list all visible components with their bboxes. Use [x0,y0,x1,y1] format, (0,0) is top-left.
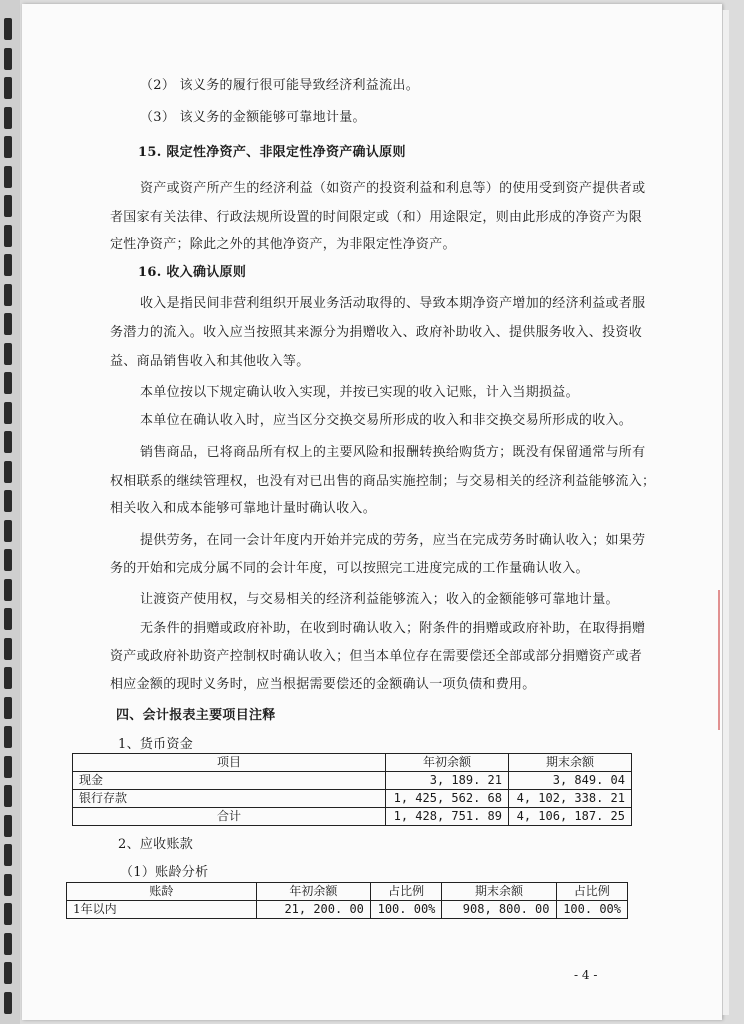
aging-table [66,882,628,919]
binder-ring [4,490,12,512]
s16-p7-line-2: 资产或政府补助资产控制权时确认收入；但当本单位存在需要偿还全部或部分捐赠资产或者 [110,649,643,664]
s16-p2: 本单位按以下规定确认收入实现，并按已实现的收入记账，计入当期损益。 [140,385,579,400]
row-aging: 1年以内 [67,901,257,919]
binder-ring [4,756,12,778]
header-aging: 账龄 [67,883,257,901]
header-closing: 期末余额 [442,883,556,901]
s16-p1-line-1: 收入是指民间非营利组织开展业务活动取得的、导致本期净资产增加的经济利益或者服 [140,296,646,311]
header-opening: 年初余额 [256,883,370,901]
binder-ring [4,343,12,365]
header-ratio-closing: 占比例 [556,883,628,901]
binder-ring [4,18,12,40]
binder-ring [4,667,12,689]
binder-ring [4,225,12,247]
s16-p4-line-3: 相关收入和成本能够可靠地计量时确认收入。 [110,501,377,516]
binder-ring [4,697,12,719]
binder-ring [4,520,12,542]
section-16-title: 16. 收入确认原则 [138,265,247,280]
row-label: 现金 [73,772,386,790]
table-header-row [73,754,632,772]
s16-p1-line-2: 务潜力的流入。收入应当按照其来源分为捐赠收入、政府补助收入、提供服务收入、投资收 [110,325,643,340]
row-closing: 4, 102, 338. 21 [509,790,632,808]
binder-ring [4,933,12,955]
s16-p7-line-3: 相应金额的现时义务时，应当根据需要偿还的金额确认一项负债和费用。 [110,677,536,692]
binder-ring [4,48,12,70]
binder-ring [4,579,12,601]
binder-ring [4,874,12,896]
s16-p6: 让渡资产使用权，与交易相关的经济利益能够流入；收入的金额能够可靠地计量。 [140,592,619,607]
table-row [67,901,628,919]
s15-line-2: 者国家有关法律、行政法规所设置的时间限定或（和）用途限定，则由此形成的净资产为限 [110,210,643,225]
binder-ring [4,815,12,837]
cash-title: 1、货币资金 [118,737,194,752]
header-item: 项目 [73,754,386,772]
binder-ring [4,992,12,1014]
binder-ring [4,166,12,188]
item-3: （3） 该义务的金额能够可靠地计量。 [140,110,366,125]
row-opening: 21, 200. 00 [256,901,370,919]
table-row [73,772,632,790]
binder-ring [4,608,12,630]
s16-p1-line-3: 益、商品销售收入和其他收入等。 [110,354,310,369]
s16-p5-line-1: 提供劳务，在同一会计年度内开始并完成的劳务，应当在完成劳务时确认收入；如果劳 [140,533,646,548]
row-opening: 1, 425, 562. 68 [386,790,509,808]
s16-p7-line-1: 无条件的捐赠或政府补助，在收到时确认收入；附条件的捐赠或政府补助，在取得捐赠 [140,621,646,636]
binder-ring [4,254,12,276]
binder-ring [4,461,12,483]
row-ratio-opening: 100. 00% [370,901,441,919]
binder-ring [4,313,12,335]
header-ratio-opening: 占比例 [370,883,441,901]
binder-ring [4,844,12,866]
total-closing: 4, 106, 187. 25 [509,808,632,826]
binder-ring [4,431,12,453]
section-15-title: 15. 限定性净资产、非限定性净资产确认原则 [138,145,406,160]
page-edge [722,10,729,1015]
binder-ring [4,77,12,99]
binder-ring [4,785,12,807]
row-label: 银行存款 [73,790,386,808]
s16-p4-line-1: 销售商品，已将商品所有权上的主要风险和报酬转换给购货方；既没有保留通常与所有 [140,445,646,460]
binder-ring [4,136,12,158]
page-number: - 4 - [574,968,598,982]
s15-line-3: 定性净资产；除此之外的其他净资产，为非限定性净资产。 [110,237,456,252]
item-2: （2） 该义务的履行很可能导致经济利益流出。 [140,78,420,93]
row-opening: 3, 189. 21 [386,772,509,790]
table-row [73,790,632,808]
binder-ring [4,402,12,424]
red-seal-mark [690,590,720,730]
s16-p4-line-2: 权相联系的继续管理权，也没有对已出售的商品实施控制；与交易相关的经济利益能够流入； [110,474,656,489]
header-opening: 年初余额 [386,754,509,772]
total-label: 合计 [73,808,386,826]
binder-ring [4,284,12,306]
table-header-row [67,883,628,901]
cash-table [72,753,632,826]
table-total-row [73,808,632,826]
binder-ring [4,962,12,984]
s16-p5-line-2: 务的开始和完成分属不同的会计年度，可以按照完工进度完成的工作量确认收入。 [110,561,589,576]
binder-ring [4,195,12,217]
row-closing: 908, 800. 00 [442,901,556,919]
s16-p3: 本单位在确认收入时，应当区分交换交易所形成的收入和非交换交易所形成的收入。 [140,413,633,428]
binder-ring [4,107,12,129]
binder-ring [4,372,12,394]
s15-line-1: 资产或资产所产生的经济利益（如资产的投资利益和利息等）的使用受到资产提供者或 [140,181,646,196]
row-ratio-closing: 100. 00% [556,901,628,919]
section-4-title: 四、会计报表主要项目注释 [116,708,276,723]
aging-subtitle: （1）账龄分析 [120,865,209,880]
binder-ring [4,549,12,571]
row-closing: 3, 849. 04 [509,772,632,790]
binder-ring [4,726,12,748]
binder-ring [4,903,12,925]
header-closing: 期末余额 [509,754,632,772]
receivables-title: 2、应收账款 [118,837,194,852]
total-opening: 1, 428, 751. 89 [386,808,509,826]
binder-ring [4,638,12,660]
